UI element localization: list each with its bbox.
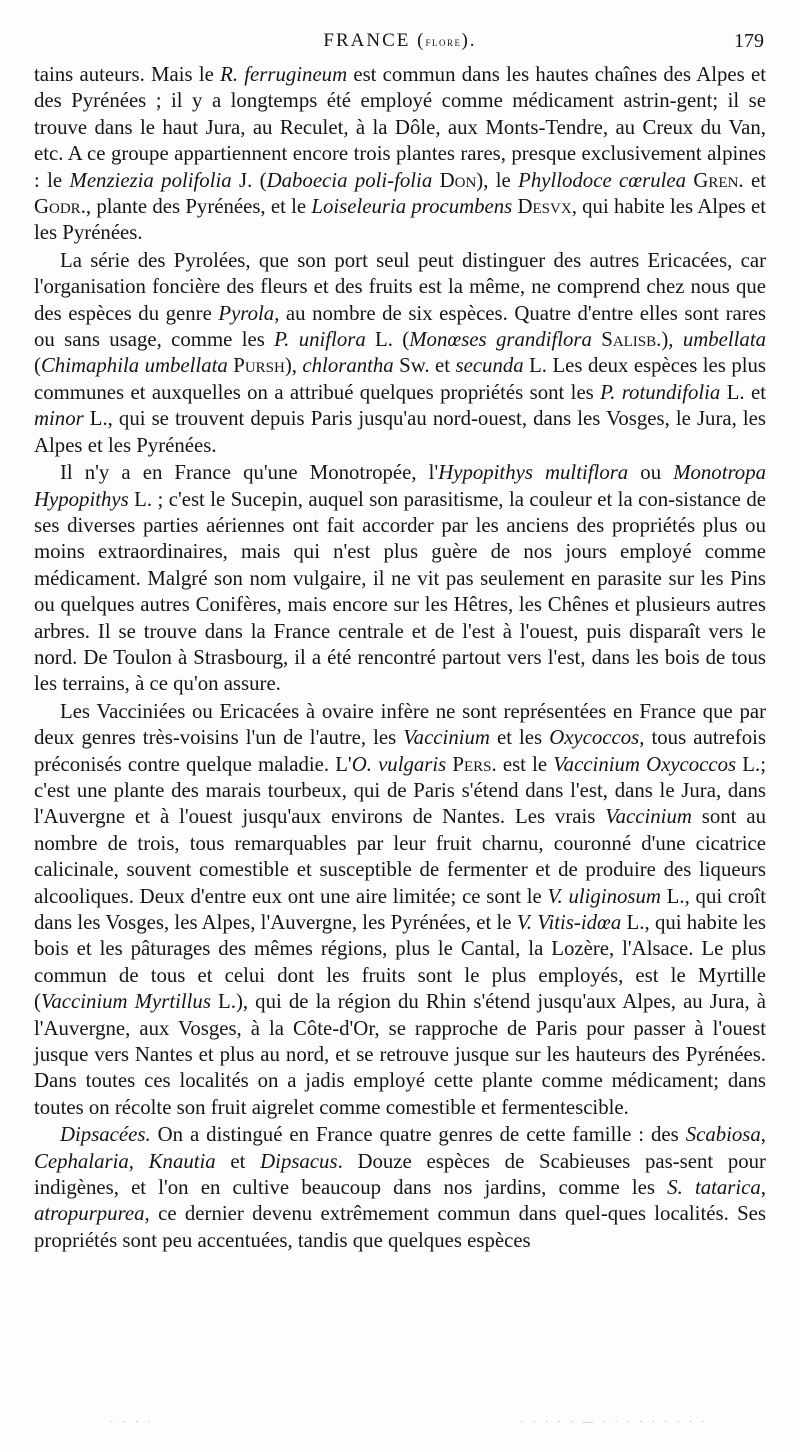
text-run: , ce dernier devenu extrêmement commun dans quel-	[144, 1202, 608, 1226]
text-run: eux ont une aire limitée; ce sont le	[251, 884, 548, 908]
paragraph	[34, 699, 766, 1122]
text-run: J. (	[231, 168, 267, 192]
italic-text: Monœses	[409, 328, 487, 352]
text-run: ,	[639, 726, 652, 750]
text-run: , qui habite les Alpes et les Pyrénées.	[34, 195, 766, 245]
running-head-close: ).	[461, 30, 477, 51]
italic-text: Vaccinium Myrtillus	[40, 990, 211, 1014]
text-run: par leur fruit charnu, couronné d'une cicatrice calicinale, souvent comestible et	[34, 831, 766, 882]
text-run: ou	[628, 461, 674, 485]
text-run: s'étend dans l'est, dans le Jura, dans l'Auvergne et à l'ouest jusqu'aux environs	[34, 778, 767, 829]
text-run: ,	[760, 1123, 766, 1147]
paragraph	[34, 1122, 766, 1254]
italic-text: V. uliginosum	[547, 884, 661, 908]
text-run: Les Vacciniées ou Ericacées à ovaire infère ne sont représentées en France que	[60, 699, 740, 723]
text-run: propriétés plus ou moins extraordinaires, mais qui n'est plus guère de nos	[34, 513, 766, 564]
page-header	[36, 30, 764, 56]
text-run: ,	[128, 1149, 149, 1173]
text-run: au Creux du Van, etc. A ce groupe appartiennent encore trois plantes rares,	[34, 115, 766, 166]
text-run: susceptible de fermenter et de produire des liqueurs alcooliques. Deux d'entre	[34, 858, 766, 908]
running-head	[36, 30, 764, 52]
text-run: On a distingué en France quatre genres de cette famille : des	[150, 1123, 686, 1147]
italic-text: R. ferrugineum	[220, 63, 348, 86]
text-run: . est le	[491, 752, 554, 776]
page-number: 179	[734, 30, 764, 52]
text-run: les Pyrénées.	[107, 433, 217, 457]
italic-text: folia	[394, 168, 433, 192]
text-run: L. (	[365, 328, 410, 352]
text-run: comme comestible et fermentescible.	[319, 1095, 629, 1119]
text-run: ., plante des Pyrénées, et	[80, 195, 292, 219]
author-abbrev: Don	[439, 168, 477, 192]
text-run: L., qui se	[83, 407, 175, 431]
text-run: Alpes et des Pyrénées ; il y a longtemps été employé comme médicament astrin-	[34, 63, 767, 113]
text-run: tous autrefois préconisés contre quelque maladie. L'	[34, 726, 766, 776]
text-run: L.; c'est une plante des marais tourbeux, qui de Paris	[34, 752, 766, 802]
italic-text: Chimaphila umbellata	[40, 354, 228, 378]
text-run: L., qui habite	[621, 911, 743, 934]
text-run: sistance de ses diverses parties aériennes ont fait accorder par les anciens des	[34, 487, 766, 537]
author-abbrev: Godr	[34, 195, 81, 219]
italic-text: Cephalaria	[34, 1149, 129, 1173]
text-run: Vosges, les Alpes, l'Auvergne, les Pyrénées, et le	[105, 911, 517, 934]
italic-text: Loiseleuria procumbens	[311, 195, 513, 219]
text-run: de Nantes. Les vrais	[412, 805, 606, 829]
text-run	[432, 169, 439, 192]
running-head-title: FRANCE (	[323, 30, 426, 51]
italic-text: Monotropa	[673, 461, 767, 485]
text-run: trouvent depuis Paris jusqu'au nord-ouest, dans les Vosges, le Jura, les Alpes et	[34, 407, 766, 457]
text-run: sont au nombre de trois, tous remarquables	[34, 805, 766, 855]
italic-text: Pyrola	[218, 301, 275, 325]
italic-text: Vaccinium	[605, 805, 692, 829]
body-text	[34, 62, 766, 1254]
italic-text: V. Vitis-idœa	[516, 911, 622, 934]
italic-text: Daboecia poli-	[266, 168, 395, 192]
text-run: par deux genres très-voisins l'un de l'autre, les	[34, 699, 766, 750]
italic-text: O. vulgaris	[351, 752, 447, 776]
text-run: cette plante comme médicament; dans toutes on récolte son fruit aigrelet	[34, 1069, 766, 1119]
text-run: d'entre elles sont rares ou sans usage, comme les	[34, 301, 766, 352]
text-run: France centrale et de l'est à l'ouest, puis disparaît vers le nord. De Toulon à	[34, 619, 766, 669]
running-head-subtitle: flore	[425, 34, 462, 49]
text-run	[592, 328, 601, 351]
scan-artifacts: · · · · · · · · · — · · · · · · · · ·	[110, 1416, 708, 1428]
text-run: La série des Pyrolées, que son port seul peut distinguer des autres Ericacées,	[60, 248, 741, 272]
italic-text: Phyllodoce cœrulea	[518, 168, 687, 192]
text-run: . et	[738, 168, 766, 192]
italic-text: atropurpurea	[34, 1202, 145, 1226]
text-run: Strasbourg, il a été rencontré partout vers l'est, dans les bois de tous les	[34, 645, 766, 696]
italic-text: P. rotundifolia	[600, 380, 721, 404]
text-run: seulement en parasite sur les Pins ou quelques autres Conifères, mais encore	[34, 566, 766, 617]
italic-text: S. tatarica	[667, 1176, 761, 1200]
paragraph	[34, 62, 766, 247]
text-run: L. Les deux espèces les plus communes et auxquelles on a	[34, 354, 766, 404]
italic-text: Hypopithys multiflora	[438, 461, 629, 485]
text-run: Myrtille (	[34, 963, 766, 1014]
text-run	[487, 328, 496, 351]
text-run: jours employé comme médicament. Malgré son nom vulgaire, il ne vit pas	[34, 540, 766, 590]
text-run: presque exclusivement alpines : le	[34, 142, 766, 192]
text-run: pour passer à l'ouest jusque vers Nantes et plus au nord, et se retrouve jusque	[34, 1016, 766, 1067]
italic-text: P. uniflora	[274, 328, 366, 352]
text-run: L.), qui de la région du Rhin s'étend jusqu'aux	[210, 990, 623, 1014]
text-run: Alpes, au Jura, à l'Auvergne, aux Vosges, à la Côte-d'Or, se rapproche de Paris	[34, 990, 766, 1040]
text-run: gent; il se trouve dans le haut Jura, au Reculet, à la Dôle, aux Monts-Tendre,	[34, 89, 766, 139]
paragraph	[34, 248, 766, 459]
text-run: ques localités. Ses propriétés sont peu accentuées, tandis que quelques espèces	[34, 1202, 767, 1252]
text-run: et	[215, 1149, 261, 1173]
text-run: tains auteurs. Mais le	[34, 63, 221, 86]
italic-text: secunda	[455, 354, 524, 378]
text-run: (	[34, 354, 41, 378]
text-run: chez nous que des espèces du genre	[34, 275, 766, 325]
text-run: Il n'y a en France qu'une Monotropée, l'	[60, 461, 439, 485]
author-abbrev: Pers	[452, 752, 492, 776]
text-run: .),	[656, 328, 683, 352]
text-run: , au nombre de six espèces. Quatre	[274, 301, 578, 325]
text-run: les bois et les pâturages des mêmes régions, plus le Cantal, la Lozère, l'Alsace.	[34, 911, 766, 961]
italic-text: grandiflora	[495, 328, 592, 352]
italic-text: Scabiosa	[685, 1123, 761, 1147]
text-run: ,	[760, 1176, 766, 1200]
text-run: . Douze espèces de Scabieuses pas-	[337, 1149, 680, 1173]
text-run: L. ; c'est le Sucepin, auquel son parasitisme, la couleur et la con-	[128, 487, 676, 511]
italic-text: Knautia	[148, 1149, 216, 1173]
italic-text: Vaccinium	[403, 726, 490, 750]
text-run: Le plus commun de tous et celui dont les fruits sont le plus employés, est le	[34, 937, 766, 987]
text-run: le	[291, 195, 312, 219]
author-abbrev: Gren	[693, 168, 739, 192]
italic-text: Menziezia polifolia	[69, 168, 232, 192]
paragraph	[34, 460, 766, 698]
text-run: sur les hauteurs des Pyrénées. Dans toutes ces localités on a jadis employé	[34, 1043, 767, 1093]
text-run: attribué quelques propriétés sont les	[289, 380, 601, 404]
italic-text: Oxycoccos	[549, 726, 640, 750]
author-abbrev: Desvx	[517, 195, 572, 219]
italic-text: umbellata	[682, 328, 766, 352]
text-run: L., qui croît dans les	[34, 884, 766, 934]
italic-text: Dipsacus	[260, 1149, 338, 1173]
italic-text: Hypopithys	[34, 487, 129, 511]
text-run: ), le	[476, 168, 519, 192]
text-run: terrains, à ce qu'on assure.	[62, 672, 281, 696]
text-run: est commun dans les hautes chaînes des	[347, 63, 697, 86]
text-run: sur les Hêtres, les Chênes et plusieurs autres arbres. Il se trouve dans la	[34, 593, 766, 643]
author-abbrev: Pursh	[233, 354, 285, 378]
author-abbrev: Salisb	[601, 328, 657, 352]
italic-text: chlorantha	[302, 354, 394, 378]
italic-text: minor	[34, 407, 84, 431]
text-run: Sw. et	[399, 354, 456, 378]
italic-text: Dipsacées.	[60, 1123, 151, 1147]
text-run: et les	[489, 726, 550, 750]
text-run: sent pour indigènes, et l'on en cultive beaucoup dans nos jardins, comme les	[34, 1149, 766, 1200]
italic-text: Vaccinium Oxycoccos	[553, 752, 737, 776]
text-run: ),	[284, 354, 303, 378]
text-run: L. et	[720, 380, 766, 404]
text-run: car l'organisation foncière des fleurs et des fruits est la même, ne comprend	[34, 248, 766, 299]
